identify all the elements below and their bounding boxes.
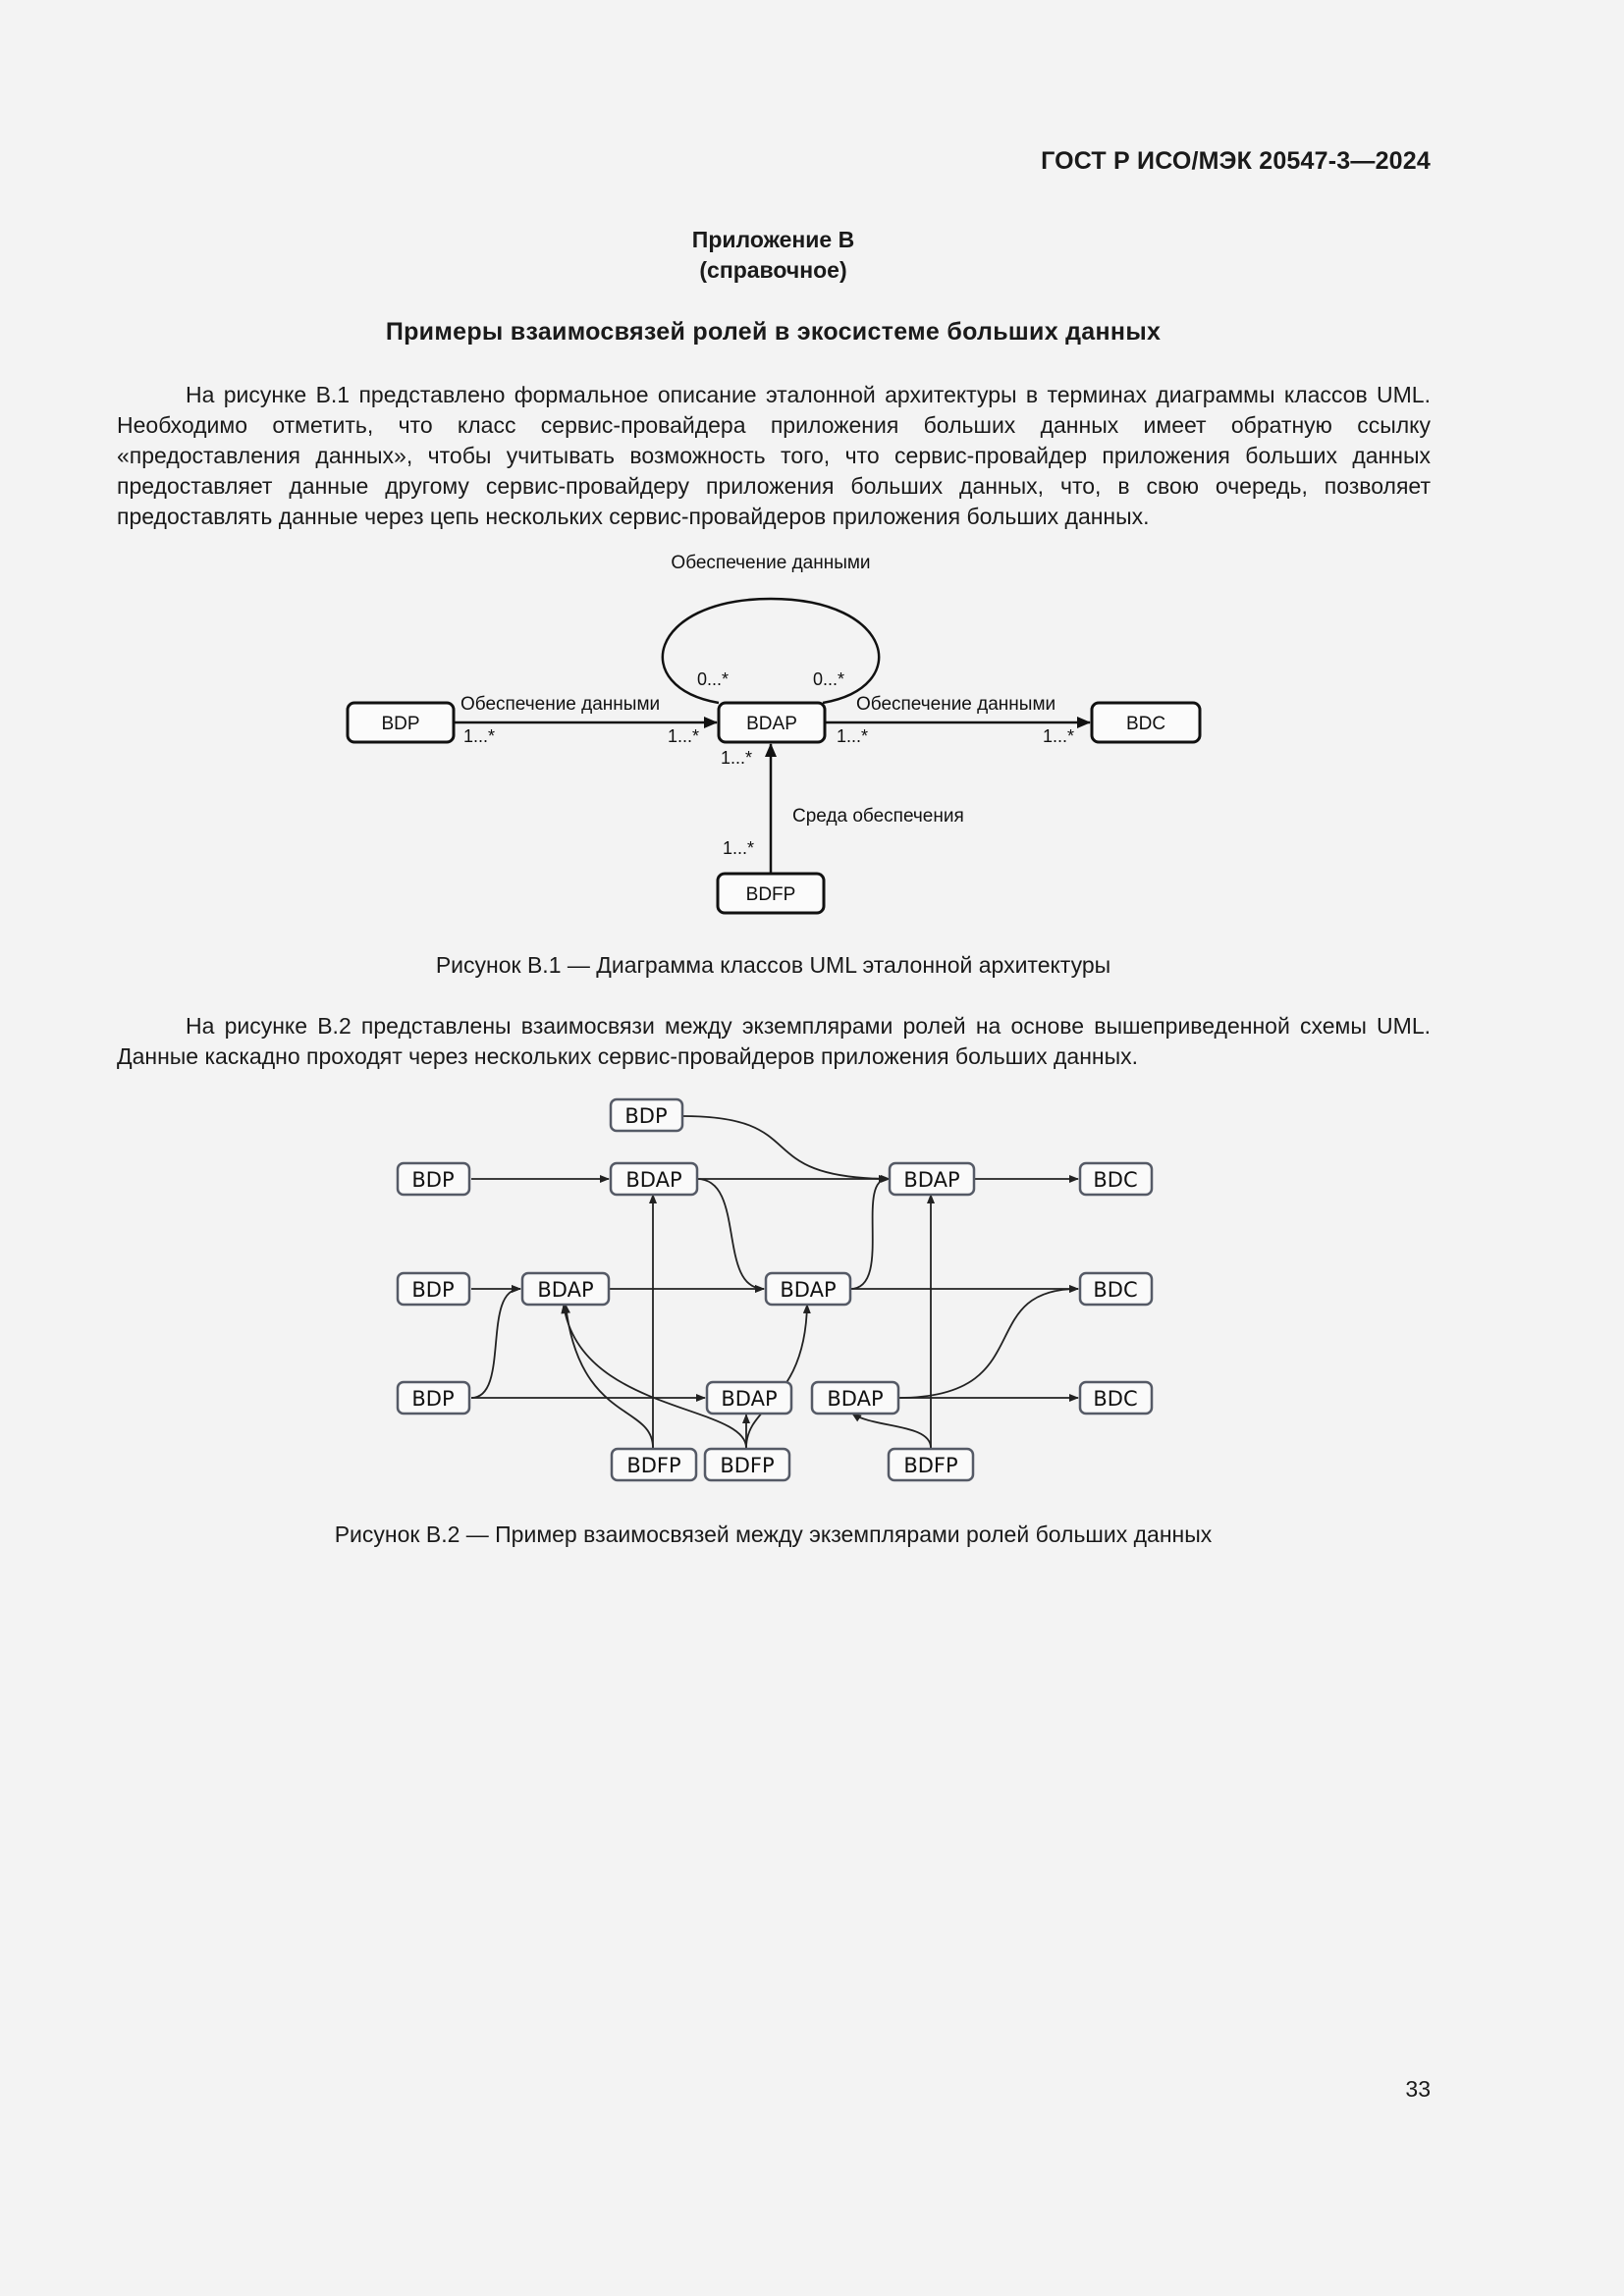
multiplicity-bdap-bottom: 1...*	[721, 748, 753, 768]
node-bdap-c-label: BDAP	[537, 1278, 594, 1302]
node-bdc-1-label: BDC	[1093, 1168, 1138, 1192]
uml-class-bdc-label: BDC	[1125, 714, 1166, 734]
paragraph-1: На рисунке В.1 представлено формальное описание эталонной архитектуры в терминах диаграммы классов UML. Необходимо отметить, что класс сервис-провайдера приложения больших данных имеет обратную ссылку «предоставления данных», чтобы учитывать возможность того, что сервис-провайдер приложения больших данных предоставляет данные другому сервис-провайдеру приложения больших данных, что, в свою очередь, позволяет предоставлять данные через цепь нескольких сервис-провайдеров приложения больших данных.	[117, 382, 1431, 529]
edge-bdfp2-to-bdap-c	[564, 1305, 746, 1448]
figure-2-caption: Рисунок В.2 — Пример взаимосвязей между экземплярами ролей больших данных	[334, 1522, 1213, 1547]
node-bdap-e-label: BDAP	[721, 1387, 778, 1411]
node-bdap-a-label: BDAP	[625, 1168, 682, 1192]
edge-bdp-top-to-bdap-b	[682, 1116, 890, 1179]
node-bdc-2-label: BDC	[1093, 1278, 1138, 1302]
edge-bdap-d-to-bdap-b	[850, 1179, 888, 1289]
node-bdc-3-label: BDC	[1093, 1387, 1138, 1411]
figure-1-uml-diagram	[0, 550, 1624, 923]
figure-1-caption: Рисунок В.1 — Диаграмма классов UML эталонной архитектуры	[435, 952, 1111, 978]
uml-class-bdfp-label: BDFP	[745, 884, 796, 905]
bdfp-to-bdap-label: Среда обеспечения	[792, 806, 964, 827]
node-bdfp-2-label: BDFP	[720, 1454, 775, 1477]
edge-bdfp2-to-bdap-d	[746, 1305, 807, 1448]
bdp-to-bdap-label: Обеспечение данными	[460, 694, 661, 715]
multiplicity-bdfp-top: 1...*	[723, 838, 755, 858]
multiplicity-bdp-out: 1...*	[463, 726, 496, 746]
multiplicity-bdap-out-right: 1...*	[837, 726, 869, 746]
edge-bdp3-to-bdap-c	[471, 1289, 520, 1398]
node-bdap-d-label: BDAP	[780, 1278, 837, 1302]
node-bdfp-3-label: BDFP	[903, 1454, 958, 1477]
node-bdp-1-label: BDP	[411, 1168, 455, 1192]
multiplicity-loop-left: 0...*	[697, 669, 730, 689]
self-loop-association	[663, 599, 879, 703]
edge-bdfp3-to-bdap-f	[852, 1414, 931, 1448]
multiplicity-bdap-in-left: 1...*	[668, 726, 700, 746]
self-loop-label: Обеспечение данными	[671, 553, 871, 573]
bdap-to-bdc-label: Обеспечение данными	[856, 694, 1056, 715]
multiplicity-bdc-in: 1...*	[1043, 726, 1075, 746]
node-bdp-3-label: BDP	[411, 1387, 455, 1411]
edge-bdfp1-to-bdap-c	[566, 1305, 653, 1448]
annex-title: Приложение В	[691, 227, 855, 252]
node-bdp-2-label: BDP	[411, 1278, 455, 1302]
node-bdp-top-label: BDP	[624, 1104, 668, 1128]
edge-bdap-f-to-bdc2	[898, 1289, 1078, 1398]
multiplicity-loop-right: 0...*	[813, 669, 845, 689]
section-heading: Примеры взаимосвязей ролей в экосистеме больших данных	[385, 318, 1162, 346]
node-bdap-b-label: BDAP	[903, 1168, 960, 1192]
node-bdfp-1-label: BDFP	[626, 1454, 681, 1477]
figure-2-instance-diagram	[0, 1090, 1624, 1502]
uml-class-bdap-label: BDAP	[746, 714, 797, 734]
edge-bdap-a-to-bdap-d	[697, 1179, 764, 1289]
page-number: 33	[1405, 2076, 1431, 2102]
uml-class-bdp-label: BDP	[381, 714, 420, 734]
standard-code: ГОСТ Р ИСО/МЭК 20547-3—2024	[1041, 147, 1431, 175]
annex-subtitle: (справочное)	[699, 257, 847, 283]
node-bdap-f-label: BDAP	[827, 1387, 884, 1411]
paragraph-2: На рисунке В.2 представлены взаимосвязи между экземплярами ролей на основе вышеприведенной схемы UML. Данные каскадно проходят через нескольких сервис-провайдеров приложения больших данных.	[117, 1013, 1431, 1069]
